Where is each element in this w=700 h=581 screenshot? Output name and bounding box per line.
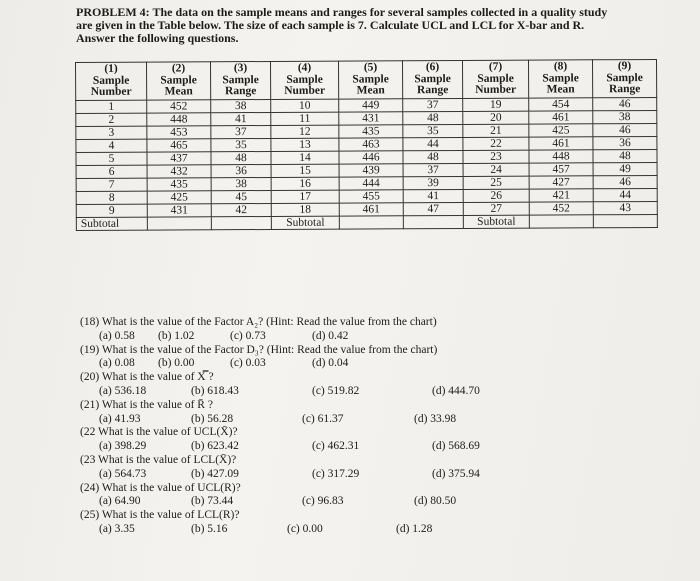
answer-option[interactable]: (c) 0.73 <box>230 329 266 342</box>
answer-option[interactable]: (a) 0.58 <box>99 329 135 342</box>
column-header-line: Number <box>475 83 517 96</box>
column-header-line: Range <box>416 84 449 97</box>
question-text: (23 What is the value of LCL(X̄)? <box>80 453 237 466</box>
answer-option[interactable]: (a) 564.73 <box>99 467 147 480</box>
table-cell: 22 <box>463 137 529 150</box>
column-header-line: Mean <box>356 84 385 97</box>
answer-option[interactable]: (d) 0.42 <box>312 329 349 342</box>
answer-option[interactable]: (a) 41.93 <box>99 412 141 425</box>
table-cell: 20 <box>463 111 529 124</box>
subtotal-cell <box>339 215 403 228</box>
answer-option[interactable]: (b) 73.44 <box>191 495 234 508</box>
table-cell: 446 <box>339 150 403 163</box>
answer-option[interactable]: (a) 0.08 <box>99 357 135 370</box>
column-header-line: (4) <box>297 61 312 74</box>
column-header-line: Sample <box>286 73 323 86</box>
table-cell: 452 <box>147 99 211 112</box>
table-cell: 13 <box>271 138 339 151</box>
column-header <box>147 62 211 100</box>
column-header <box>402 60 462 98</box>
table-cell: 463 <box>339 137 403 150</box>
column-header-line: Sample <box>352 72 389 86</box>
answer-options <box>80 357 620 371</box>
subtotal-cell <box>403 215 463 228</box>
table-cell: 444 <box>339 176 403 189</box>
answer-option[interactable]: (d) 444.70 <box>432 384 480 397</box>
subtotal-cell <box>147 216 211 229</box>
answer-option[interactable]: (a) 64.90 <box>99 495 141 508</box>
column-header-line: Sample <box>92 74 130 87</box>
table-cell: 35 <box>403 124 463 137</box>
answer-option[interactable]: (b) 427.09 <box>191 467 239 480</box>
table-cell: 23 <box>463 150 529 163</box>
table-cell: 11 <box>271 112 339 125</box>
answer-option[interactable]: (d) 0.04 <box>312 357 349 370</box>
table-cell: 38 <box>593 110 657 123</box>
table-cell: 439 <box>339 163 403 176</box>
column-header <box>211 61 271 99</box>
samples-table <box>75 59 658 231</box>
table-cell: 465 <box>147 138 211 151</box>
table-cell: 9 <box>76 204 147 217</box>
answer-option[interactable]: (d) 375.94 <box>432 467 480 480</box>
table-cell: 461 <box>339 202 403 215</box>
table-cell: 21 <box>463 124 529 137</box>
table-cell: 26 <box>463 189 529 202</box>
answer-option[interactable]: (d) 33.98 <box>414 412 457 425</box>
table-cell: 48 <box>403 111 463 124</box>
column-header-line: Range <box>224 85 257 98</box>
column-header-line: (6) <box>425 61 440 74</box>
table-cell: 19 <box>463 98 529 111</box>
answer-option[interactable]: (b) 56.28 <box>191 412 234 425</box>
answer-option[interactable]: (c) 462.31 <box>312 440 360 453</box>
answer-options <box>80 385 620 399</box>
table-cell: 37 <box>403 163 463 176</box>
subtotal-cell <box>211 216 271 229</box>
column-header-line: Number <box>284 84 326 97</box>
answer-options <box>80 495 620 509</box>
column-header-line: (5) <box>363 61 378 74</box>
table-cell: 46 <box>593 97 657 110</box>
question-text: (18) What is the value of the Factor A₂? (Hint: Read the value from the chart) <box>80 316 437 328</box>
question-text: (21) What is the value of R̄ ? <box>80 398 213 411</box>
subtotal-cell <box>593 214 657 227</box>
answer-option[interactable]: (c) 61.37 <box>302 412 344 425</box>
table-cell: 448 <box>147 112 211 125</box>
table-cell: 435 <box>339 124 403 137</box>
table-cell: 17 <box>271 190 339 203</box>
column-header <box>270 61 338 99</box>
question-text: (22 What is the value of UCL(X̄)? <box>80 426 238 439</box>
table-cell: 452 <box>529 201 593 214</box>
table-cell: 449 <box>339 98 403 111</box>
table-cell: 431 <box>339 111 403 124</box>
table-cell: 455 <box>339 189 403 202</box>
table-cell: 39 <box>403 176 463 189</box>
answer-option[interactable]: (c) 96.83 <box>302 495 344 508</box>
answer-options <box>80 440 620 454</box>
table-cell: 37 <box>211 125 271 138</box>
table-cell: 38 <box>211 99 271 112</box>
answer-option[interactable]: (b) 618.43 <box>191 384 239 397</box>
table-cell: 4 <box>76 139 147 152</box>
column-header <box>338 61 402 99</box>
column-header <box>592 59 656 97</box>
problem-statement <box>76 6 636 45</box>
column-header-line: Sample <box>606 71 643 84</box>
answer-option[interactable]: (c) 0.00 <box>287 522 323 535</box>
table-cell: 35 <box>211 138 271 151</box>
table-cell: 27 <box>463 202 529 215</box>
question-text: (20) What is the value of X̿ ? <box>80 371 214 384</box>
answer-option[interactable]: (d) 80.50 <box>414 495 457 508</box>
answer-options <box>80 413 620 427</box>
table-cell: 425 <box>147 190 211 203</box>
table-cell: 427 <box>529 175 593 188</box>
answer-option[interactable]: (b) 0.00 <box>158 357 195 370</box>
column-header-line: (3) <box>233 62 248 75</box>
column-header <box>462 60 528 98</box>
column-header <box>76 62 147 100</box>
table-cell: 448 <box>529 149 593 162</box>
column-header-line: Sample <box>222 73 259 86</box>
answer-option[interactable]: (a) 536.18 <box>99 384 147 397</box>
table-cell: 6 <box>76 165 147 178</box>
table-cell: 48 <box>593 149 657 162</box>
column-header-line: Sample <box>160 73 197 87</box>
answer-option[interactable]: (b) 5.16 <box>191 522 228 535</box>
answer-option[interactable]: (c) 317.29 <box>312 467 360 480</box>
table-cell: 14 <box>271 151 339 164</box>
table-cell: 47 <box>403 202 463 215</box>
table-cell: 48 <box>211 151 271 164</box>
table-cell: 5 <box>76 152 147 165</box>
question-text: (24) What is the value of UCL(R)? <box>80 481 241 494</box>
table-cell: 25 <box>463 176 529 189</box>
table-cell: 48 <box>403 150 463 163</box>
answer-option[interactable]: (d) 568.69 <box>432 440 480 453</box>
table-cell: 36 <box>211 164 271 177</box>
answer-option[interactable]: (b) 1.02 <box>158 329 195 342</box>
table-cell: 431 <box>147 203 211 216</box>
question-text: (25) What is the value of LCL(R)? <box>80 509 240 522</box>
questions-list <box>80 316 620 537</box>
column-header-line: Mean <box>546 83 575 96</box>
subtotal-cell <box>529 214 593 227</box>
table-cell: 7 <box>76 178 147 191</box>
problem-line-2: are given in the Table below. The size of each sample is 7. Calculate UCL and LCL for X-bar and R. <box>76 18 585 32</box>
table-cell: 49 <box>593 162 657 175</box>
table-cell: 1 <box>76 100 147 113</box>
table-cell: 425 <box>529 123 593 136</box>
column-header-line: Sample <box>414 72 451 85</box>
table-cell: 3 <box>76 126 147 139</box>
answer-options <box>80 523 620 537</box>
column-header-line: Range <box>608 83 641 96</box>
answer-option[interactable]: (c) 519.82 <box>312 384 360 397</box>
table-cell: 435 <box>147 177 211 190</box>
table-cell: 24 <box>463 163 529 176</box>
table-cell: 36 <box>593 136 657 149</box>
table-cell: 421 <box>529 188 593 201</box>
table-cell: 454 <box>529 97 593 110</box>
table-cell: 44 <box>403 137 463 150</box>
problem-line-1: PROBLEM 4: The data on the sample means and ranges for several samples collected in a quality study <box>76 5 608 19</box>
table-cell: 10 <box>271 99 339 112</box>
answer-option[interactable]: (a) 398.29 <box>99 440 147 453</box>
table-cell: 46 <box>593 175 657 188</box>
answer-option[interactable]: (c) 0.03 <box>230 357 266 370</box>
column-header-line: (2) <box>171 62 186 75</box>
table-cell: 432 <box>147 164 211 177</box>
table-cell: 46 <box>593 123 657 136</box>
problem-line-3: Answer the following questions. <box>76 31 239 45</box>
table-cell: 43 <box>593 201 657 214</box>
table-cell: 16 <box>271 177 339 190</box>
table-cell: 453 <box>147 125 211 138</box>
table-cell: 8 <box>76 191 147 204</box>
column-header-line: Number <box>90 85 132 98</box>
column-header-line: (9) <box>617 60 632 73</box>
table-cell: 437 <box>147 151 211 164</box>
answer-option[interactable]: (a) 3.35 <box>99 522 135 535</box>
answer-option[interactable]: (b) 623.42 <box>191 440 239 453</box>
column-header <box>528 60 592 98</box>
table-cell: 2 <box>76 113 147 126</box>
table-header-row <box>76 59 657 100</box>
column-header-line: Sample <box>477 72 514 85</box>
table-cell: 42 <box>211 203 271 216</box>
table-cell: 457 <box>529 162 593 175</box>
table-cell: 15 <box>271 164 339 177</box>
answer-options <box>80 330 620 344</box>
table-cell: 461 <box>529 136 593 149</box>
column-header-line: (7) <box>488 60 503 73</box>
column-header-line: (8) <box>553 60 568 73</box>
table-cell: 38 <box>211 177 271 190</box>
column-header-line: Sample <box>542 71 579 85</box>
table-cell: 44 <box>593 188 657 201</box>
table-cell: 45 <box>211 190 271 203</box>
column-header-line: Mean <box>164 85 193 98</box>
table-cell: 18 <box>271 203 339 216</box>
answer-options <box>80 468 620 482</box>
question-text: (19) What is the value of the Factor D₃? (Hint: Read the value from the chart) <box>80 343 438 356</box>
subtotal-label: Subtotal <box>463 215 529 228</box>
column-header-line: (1) <box>104 62 118 75</box>
answer-option[interactable]: (d) 1.28 <box>396 522 433 535</box>
table-cell: 37 <box>403 98 463 111</box>
table-cell: 41 <box>403 189 463 202</box>
subtotal-label: Subtotal <box>76 217 147 230</box>
subtotal-label: Subtotal <box>271 216 339 229</box>
table-cell: 461 <box>529 110 593 123</box>
table-cell: 12 <box>271 125 339 138</box>
table-subtotal-row <box>76 214 657 230</box>
table-cell: 41 <box>211 112 271 125</box>
